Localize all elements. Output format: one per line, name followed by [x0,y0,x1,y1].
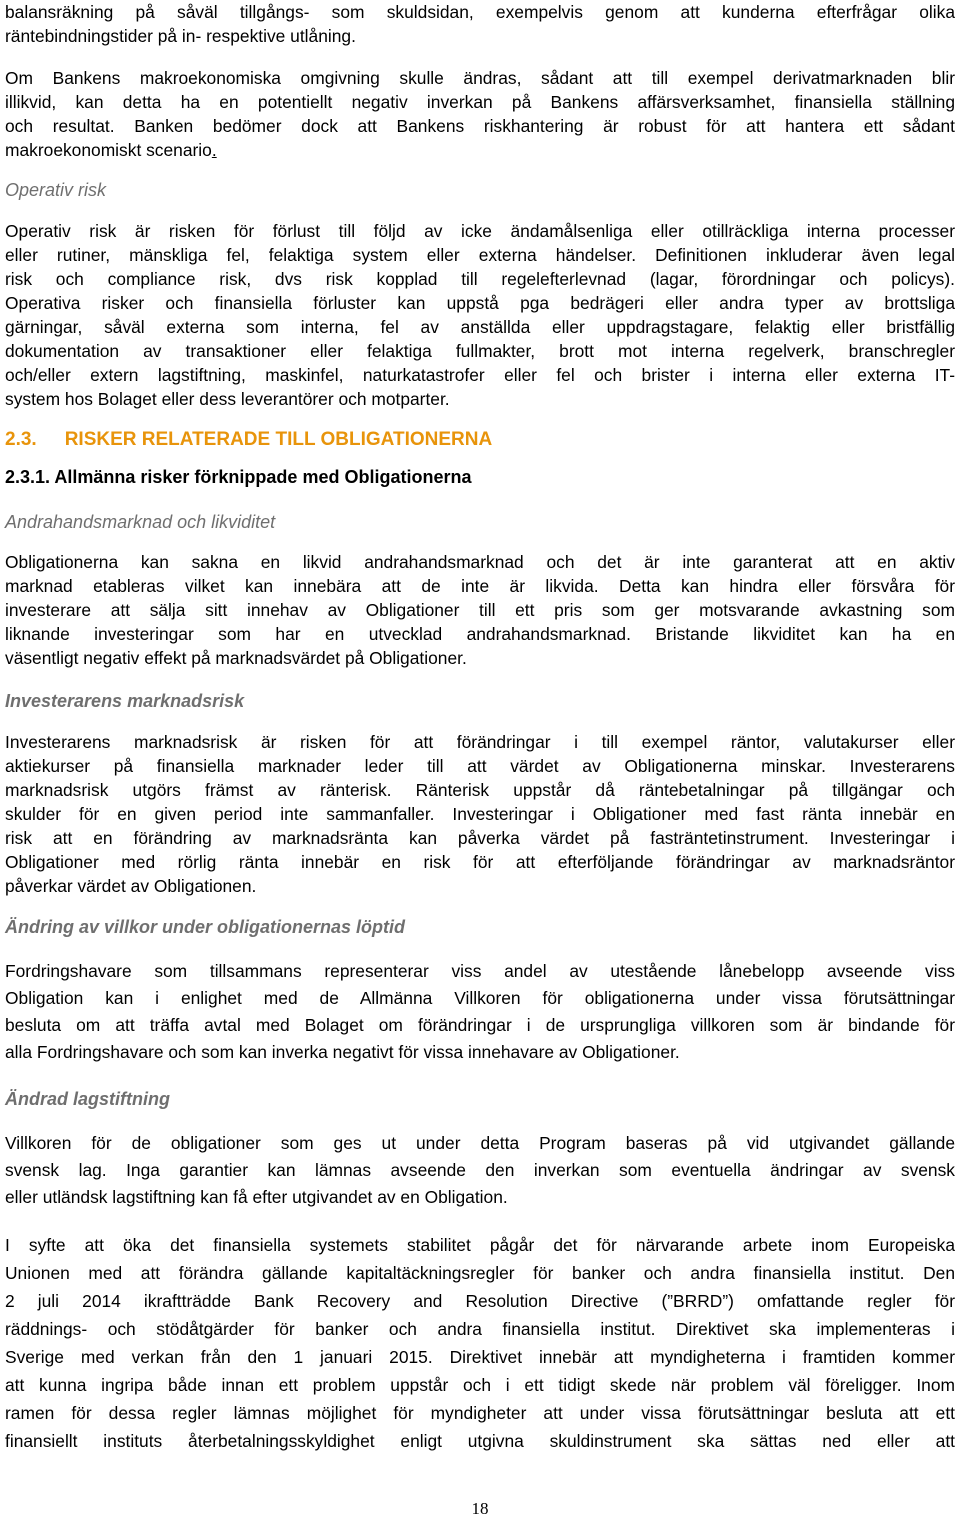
text-line: Villkoren för de obligationer som ges ut under detta Program baseras på vid utgivandet gällande [5,1133,955,1153]
text-line: att kunna ingripa både innan ett problem uppstår och i ett tidigt skede när problem väl föreligger. Inom [5,1375,955,1395]
text-line: marknadsrisk utgörs främst av ränterisk. Ränterisk uppstår då räntebetalningar på tillgängar och [5,780,955,800]
text-line: svensk lag. Inga garantier kan lämnas avseende den inverkan som eventuella ändringar av svensk [5,1160,955,1180]
text-line: Sverige med verkan från den 1 januari 2015. Direktivet innebär att myndigheterna i framtiden kommer [5,1347,955,1367]
paragraph-andrahandsmarknad [5,550,955,670]
paragraph-balance-sheet [5,0,955,48]
text-line: Obligation kan i enlighet med de Allmänna Villkoren för obligationerna under vissa förutsättningar [5,988,955,1008]
text-line: räddnings- och stödåtgärder för banker och andra finansiella institut. Direktivet ska implementeras i [5,1319,955,1339]
text-line: Om Bankens makroekonomiska omgivning skulle ändras, sådant att till exempel derivatmarknaden blir [5,68,955,88]
paragraph-marknadsrisk [5,730,955,898]
text-line: eller utländsk lagstiftning kan få efter utgivandet av en Obligation. [5,1187,508,1207]
text-line: Investerarens marknadsrisk är risken för att förändringar i till exempel räntor, valutakurser eller [5,732,955,752]
text-line: I syfte att öka det finansiella systemets stabilitet pågår det för närvarande arbete inom Europeiska [5,1235,955,1255]
subsection-heading: 2.3.1. Allmänna risker förknippade med Obligationerna [5,467,472,487]
text-line: eller rutiner, mänskliga fel, felaktiga system eller externa händelser. Definitionen inkluderar även legal [5,245,955,265]
text-line: Operativ risk är risken för förlust till följd av icke ändamålsenliga eller otillräckliga interna processer [5,221,955,241]
text-line: risk att en förändring av marknadsränta kan påverka värdet på fasträntetinstrument. Investeringar i [5,828,955,848]
text-line: alla Fordringshavare och som kan inverka negativt för vissa innehavare av Obligationer. [5,1042,680,1062]
text-line: påverkar värdet av Obligationen. [5,876,257,896]
page-number: 18 [471,1499,489,1518]
text-line: väsentligt negativ effekt på marknadsvärdet på Obligationer. [5,648,467,668]
text-line: illikvid, kan detta ha en potentiellt negativ inverkan på Bankens affärsverksamhet, finansiella ställning [5,92,955,112]
text-line: Obligationer med rörlig ränta innebär en risk för att efterföljande förändringar av marknadsräntor [5,852,955,872]
text-line: 2 juli 2014 ikraftträdde Bank Recovery and Resolution Directive (”BRRD”) omfattande regler för [5,1291,955,1311]
paragraph-andring-av-villkor [5,958,955,1066]
text-fragment: makroekonomiskt scenario [5,140,212,160]
text-line: marknad etableras vilket kan innebära att de inte är likvida. Detta kan hindra eller försvåra för [5,576,955,596]
heading-operativ-risk: Operativ risk [5,180,107,200]
text-line: balansräkning på såväl tillgångs- som skuldsidan, exempelvis genom att kunderna efterfrågar olika [5,2,955,22]
text-line: dokumentation av transaktioner eller felaktiga fullmakter, brott mot interna regelverk, branschregler [5,341,955,361]
text-line: liknande investeringar som har en utvecklad andrahandsmarknad. Bristande likviditet kan ha en [5,624,955,644]
text-line: Unionen med att förändra gällande kapitaltäckningsregler för banker och andra finansiella institut. Den [5,1263,955,1283]
text-line: finansiellt instituts återbetalningsskyldighet enligt utgivna skuldinstrument ska sättas ned eller att [5,1431,955,1451]
text-line: skulder för en given period inte sammanfaller. Investeringar i Obligationer med fast ränta innebär en [5,804,955,824]
section-heading [5,428,955,452]
text-line: ramen för dessa regler lämnas möjlighet för myndigheter att under vissa förutsättningar besluta att ett [5,1403,955,1423]
text-line: och/eller extern lagstiftning, maskinfel, naturkatastrofer eller fel och brister i interna eller externa IT- [5,365,955,385]
text-line: aktiekurser på finansiella marknader leder till att värdet av Obligationerna minskar. Investerarens [5,756,955,776]
text-line: risk och compliance risk, dvs risk kopplad till regelefterlevnad (lagar, förordningar och policys). [5,269,955,289]
text-line: Operativa risker och finansiella förluster kan uppstå pga bedrägeri eller andra typer av brottsliga [5,293,955,313]
text-line: Fordringshavare som tillsammans representerar viss andel av utestående lånebelopp avseende viss [5,961,955,981]
text-line: gärningar, såväl externa som interna, fel av anställda eller uppdragstagare, felaktig eller bristfällig [5,317,955,337]
paragraph-macroeconomic [5,66,955,162]
text-line [5,138,955,162]
heading-andrad-lagstiftning: Ändrad lagstiftning [5,1089,170,1109]
section-title: RISKER RELATERADE TILL OBLIGATIONERNA [64,429,493,450]
text-line: och resultat. Banken bedömer dock att Bankens riskhantering är robust för att hantera ett sådant [5,116,955,136]
heading-investerarens-marknadsrisk: Investerarens marknadsrisk [5,691,245,711]
paragraph-brrd [5,1231,955,1455]
text-line: investerare att sälja sitt innehav av Obligationer till ett pris som ger motsvarande avkastning som [5,600,955,620]
text-line: Obligationerna kan sakna en likvid andrahandsmarknad och det är inte garanterat att en aktiv [5,552,955,572]
text-line: besluta om att träffa avtal med Bolaget om förändringar i de ursprungliga villkoren som är bindande för [5,1015,955,1035]
heading-andring-av-villkor: Ändring av villkor under obligationernas löptid [5,917,406,937]
paragraph-operativ-risk [5,219,955,411]
section-number: 2.3. [5,429,37,450]
paragraph-andrad-lagstiftning [5,1130,955,1211]
trailing-mark: . [211,140,217,160]
text-line: räntebindningstider på in- respektive utlåning. [5,26,356,46]
text-line: system hos Bolaget eller dess leverantörer och motparter. [5,389,450,409]
heading-andrahandsmarknad: Andrahandsmarknad och likviditet [5,512,276,532]
